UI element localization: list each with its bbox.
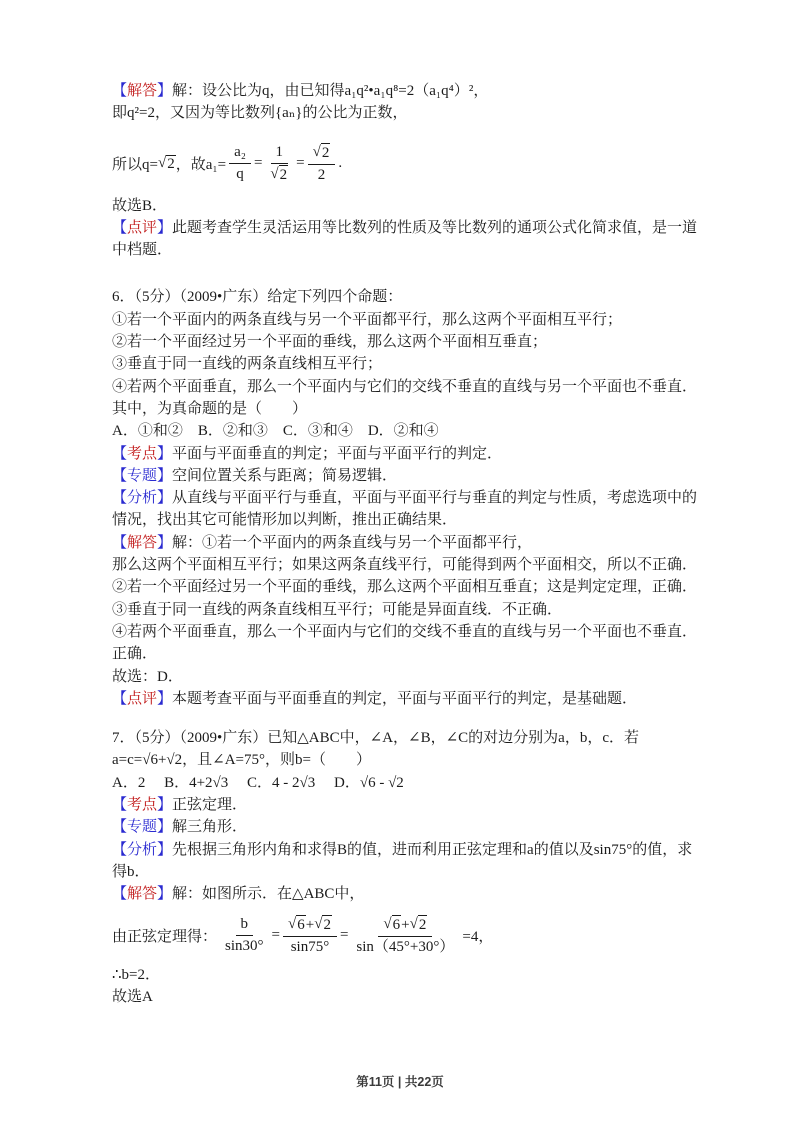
topic-text: 空间位置关系与距离；简易逻辑． [172, 467, 398, 484]
q6-solution-line-5 [112, 621, 704, 643]
tag-close-bracket: 】 [157, 797, 173, 814]
plus-sign: + [401, 916, 410, 933]
radicand: 2 [279, 166, 288, 183]
formula-text: 所以q= [112, 157, 158, 174]
tag-close-bracket: 】 [157, 219, 173, 236]
q6-analysis [112, 487, 704, 532]
sqrt-icon: √ [383, 915, 392, 932]
jieda-tag: 解答 [127, 534, 158, 551]
q6-comment [112, 688, 704, 710]
q6-solution-line-2 [112, 554, 704, 576]
formula-text: =4， [462, 929, 494, 945]
answer-text: 故选：D． [112, 668, 183, 685]
question-text: 其中，为真命题的是（ ） [112, 400, 308, 417]
q6-proposition-2 [112, 331, 704, 353]
proposition-text: ④若两个平面垂直，那么一个平面内与它们的交线不垂直的直线与另一个平面也不垂直． [112, 378, 698, 395]
formula-text: ，故a₁= [175, 157, 227, 174]
q7-answer-line [112, 986, 704, 1008]
plus-sign: + [305, 916, 315, 933]
solution-text: 即q²=2，又因为等比数列{aₙ}的公比为正数， [112, 105, 408, 122]
tag-close-bracket: 】 [157, 534, 173, 551]
sqrt-icon: √ [409, 915, 418, 932]
tag-close-bracket: 】 [157, 819, 173, 836]
fraction [265, 143, 293, 185]
jieda-tag: 解答 [127, 886, 158, 903]
q6-knowledge-points [112, 443, 704, 465]
fraction-numerator [308, 143, 336, 165]
page-number: 第11页 | 共22页 [356, 1075, 444, 1089]
fraction [283, 915, 337, 957]
fraction-denominator: sin75° [290, 938, 330, 955]
fenxi-tag: 分析 [127, 490, 158, 507]
radicand: 2 [321, 144, 330, 161]
radicand: 6 [297, 916, 305, 933]
q7-knowledge-points [112, 794, 704, 816]
sqrt-expression [270, 165, 288, 185]
tag-close-bracket: 】 [157, 841, 173, 858]
proposition-text: ①若一个平面内的两条直线与另一个平面都平行，那么这两个平面相互平行； [112, 311, 623, 328]
q6-proposition-1 [112, 309, 704, 331]
tag-open-bracket: 【 [112, 445, 128, 462]
solution-text: 解：设公比为q，由已知得a₁q²•a₁q⁸=2（a₁q⁴）²， [172, 83, 489, 99]
fraction-denominator [265, 164, 293, 185]
tag-close-bracket: 】 [157, 467, 173, 484]
q6-solution-line-4 [112, 599, 704, 621]
sqrt-expression [383, 915, 401, 935]
sqrt-expression [313, 143, 331, 163]
solution-text: ③垂直于同一直线的两条直线相互平行；可能是异面直线．不正确． [112, 601, 563, 618]
fraction [308, 143, 336, 185]
options-text: A．2 B．4+2√3 C．4 - 2√3 D．√6 - √2 [112, 774, 404, 791]
equals-sign: = [271, 927, 280, 943]
solution-text: ④若两个平面垂直，那么一个平面内与它们的交线不垂直的直线与另一个平面也不垂直． [112, 623, 698, 640]
kaodian-tag: 考点 [127, 445, 158, 462]
comment-text: 此题考查学生灵活运用等比数列的性质及等比数列的通项公式化简求值，是一道中档题． [112, 219, 698, 259]
sqrt-icon: √ [288, 915, 297, 932]
sqrt-icon: √ [314, 915, 323, 932]
question-6-header [112, 286, 704, 308]
solution-text: ②若一个平面经过另一个平面的垂线，那么这两个平面相互垂直；这是判定定理，正确． [112, 579, 698, 596]
radicand: 2 [167, 155, 175, 172]
q6-solution-line-3 [112, 576, 704, 598]
q5-comment [112, 217, 704, 262]
proposition-text: ②若一个平面经过另一个平面的垂线，那么这两个平面相互垂直； [112, 334, 548, 351]
solution-text: 解：如图所示．在△ABC中， [172, 886, 365, 903]
section-spacer [112, 261, 704, 286]
fraction-numerator: 1 [271, 143, 289, 164]
answer-text: 故选B． [112, 197, 168, 214]
fenxi-tag: 分析 [127, 841, 158, 858]
answer-text: 故选A [112, 988, 153, 1005]
sqrt-icon: √ [312, 143, 321, 160]
tag-open-bracket: 【 [112, 83, 128, 99]
analysis-text: 从直线与平面平行与垂直，平面与平面平行与垂直的判定与性质，考虑选项中的情况，找出其它可能情形加以判断，推出正确结果． [112, 490, 698, 529]
question-text: 7．（5分）（2009•广东）已知△ABC中，∠A，∠B，∠C的对边分别为a，b，c．若a=c=√6+√2，且∠A=75°，则b=（ ） [112, 730, 639, 769]
dianping-tag: 点评 [127, 219, 158, 236]
tag-close-bracket: 】 [157, 490, 173, 507]
jieda-tag: 解答 [127, 83, 158, 99]
comment-text: 本题考查平面与平面垂直的判定，平面与平面平行的判定，是基础题． [172, 690, 638, 707]
analysis-text: 先根据三角形内角和求得B的值，进而利用正弦定理和a的值以及sin75°的值，求得b． [112, 841, 693, 880]
sqrt-expression [314, 915, 332, 935]
topic-text: 解三角形． [172, 819, 248, 836]
fraction-numerator [378, 915, 432, 937]
q5-a1-formula [112, 137, 704, 191]
fraction-numerator: b [236, 915, 254, 936]
q7-sine-rule-formula [112, 910, 704, 962]
zhuanti-tag: 专题 [127, 819, 158, 836]
q6-proposition-4 [112, 376, 704, 398]
q5-solution-line-1 [112, 80, 704, 102]
question-text: 6．（5分）（2009•广东）给定下列四个命题： [112, 289, 403, 306]
tag-open-bracket: 【 [112, 841, 128, 858]
fraction-denominator: q [236, 166, 244, 183]
q7-conclusion-line [112, 964, 704, 986]
dianping-tag: 点评 [127, 690, 158, 707]
tag-close-bracket: 】 [157, 690, 173, 707]
formula-text: . [338, 155, 343, 172]
kaodian-tag: 考点 [127, 797, 158, 814]
page-footer [0, 1072, 800, 1090]
tag-close-bracket: 】 [157, 83, 173, 99]
section-spacer [112, 710, 704, 727]
conclusion-text: ∴b=2． [112, 966, 161, 983]
sqrt-expression [288, 915, 306, 935]
equals-sign: = [296, 155, 305, 172]
fraction-numerator [283, 915, 337, 937]
q5-answer-line [112, 195, 704, 217]
solution-text: 那么这两个平面相互平行；如果这两条直线平行，可能得到两个平面相交，所以不正确． [112, 557, 698, 574]
solution-text: 正确． [112, 646, 158, 663]
q6-topic [112, 465, 704, 487]
zhuanti-tag: 专题 [127, 467, 158, 484]
sqrt-icon: √ [270, 165, 279, 182]
q5-solution-line-2 [112, 102, 704, 124]
tag-open-bracket: 【 [112, 819, 128, 836]
equals-sign: = [253, 155, 263, 172]
tag-open-bracket: 【 [112, 467, 128, 484]
tag-open-bracket: 【 [112, 490, 128, 507]
tag-open-bracket: 【 [112, 534, 128, 551]
equals-sign: = [339, 927, 349, 943]
fraction-denominator: sin（45°+30°） [356, 938, 455, 955]
q6-answer-line [112, 666, 704, 688]
tag-close-bracket: 】 [157, 445, 173, 462]
tag-open-bracket: 【 [112, 219, 128, 236]
tag-open-bracket: 【 [112, 886, 128, 903]
tag-close-bracket: 】 [157, 886, 173, 903]
radicand: 2 [418, 916, 427, 933]
proposition-text: ③垂直于同一直线的两条直线相互平行； [112, 356, 383, 373]
fraction-denominator: sin30° [225, 938, 264, 954]
knowledge-text: 平面与平面垂直的判定；平面与平面平行的判定． [172, 445, 503, 462]
fraction [220, 915, 269, 956]
q6-proposition-3 [112, 353, 704, 375]
formula-text: 由正弦定理得： [112, 929, 218, 945]
fraction [351, 915, 459, 957]
q7-solution-line-1 [112, 883, 704, 905]
q6-stem-tail [112, 398, 704, 420]
knowledge-text: 正弦定理． [172, 797, 248, 814]
question-7-header [112, 727, 704, 772]
fraction-numerator: a₂ [229, 143, 251, 164]
tag-open-bracket: 【 [112, 690, 128, 707]
q6-solution-line-6 [112, 643, 704, 665]
fraction-denominator: 2 [317, 166, 326, 183]
q6-solution-line-1 [112, 532, 704, 554]
q6-options [112, 420, 704, 442]
radicand: 2 [323, 916, 331, 933]
solution-text: 解：①若一个平面内的两条直线与另一个平面都平行， [172, 534, 533, 551]
options-text: A．①和② B．②和③ C．③和④ D．②和④ [112, 423, 439, 440]
sqrt-icon: √ [157, 154, 167, 171]
sqrt-expression [410, 915, 428, 935]
fraction [229, 143, 251, 184]
radicand: 6 [392, 916, 401, 933]
q7-topic [112, 816, 704, 838]
q7-options [112, 772, 704, 794]
sqrt-expression [158, 155, 176, 173]
tag-open-bracket: 【 [112, 797, 128, 814]
q7-analysis [112, 839, 704, 884]
